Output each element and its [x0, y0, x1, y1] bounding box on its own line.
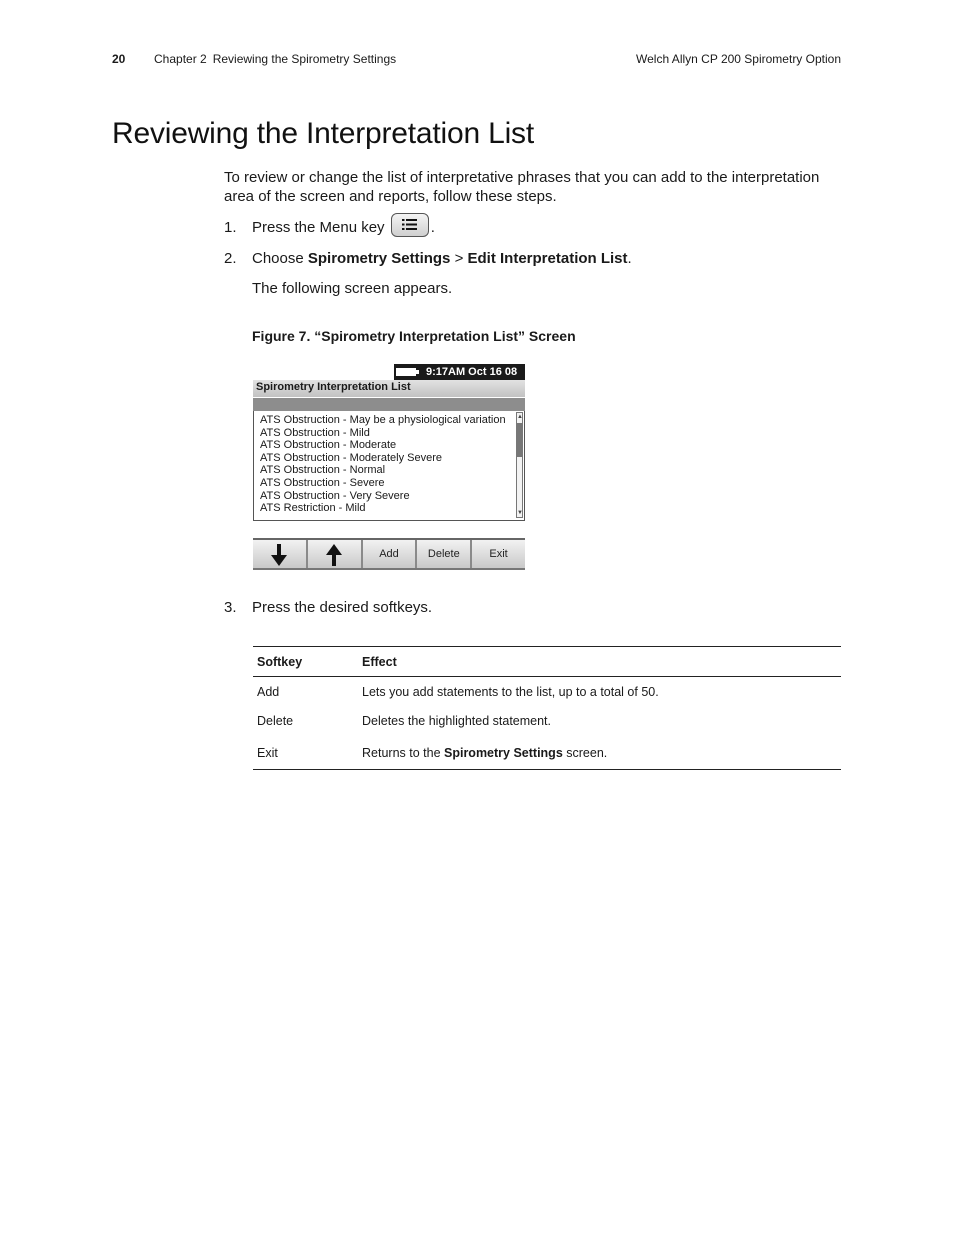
effect-text: screen.	[566, 745, 608, 760]
menu-path-edit-interpretation-list: Edit Interpretation List	[467, 250, 628, 267]
step-number: 1.	[224, 219, 237, 236]
scrollbar[interactable]	[516, 412, 523, 518]
table-row	[253, 677, 841, 707]
delete-softkey[interactable]: Delete	[417, 540, 472, 568]
step-text: Press the Menu key	[252, 219, 385, 236]
menu-key-icon	[391, 213, 429, 237]
add-softkey[interactable]: Add	[363, 540, 418, 568]
battery-icon	[396, 368, 416, 376]
step-1	[224, 218, 435, 237]
effect-bold-text: Spirometry Settings	[444, 745, 563, 760]
page-header	[0, 52, 954, 70]
following-screen-note: The following screen appears.	[252, 280, 453, 297]
status-bar	[394, 364, 525, 380]
chapter-label: Chapter 2	[154, 52, 207, 66]
effect-cell	[358, 736, 841, 770]
intro-paragraph: To review or change the list of interpretative phrases that you can add to the interpretation area of the screen and reports, follow these steps.	[224, 169, 820, 205]
arrow-down-icon	[270, 543, 288, 567]
scroll-thumb[interactable]	[517, 423, 522, 457]
step-text: Choose	[252, 250, 304, 267]
up-softkey[interactable]	[308, 540, 363, 568]
column-header-effect: Effect	[358, 647, 841, 677]
step-number: 2.	[224, 250, 237, 267]
list-item[interactable]: ATS Restriction - Mild	[260, 502, 366, 515]
table-header-row	[253, 647, 841, 677]
step-2	[224, 249, 632, 268]
down-softkey[interactable]	[253, 540, 308, 568]
list-item[interactable]: ATS Obstruction - Normal	[260, 464, 386, 477]
arrow-up-icon	[325, 543, 343, 567]
softkey-bar	[253, 538, 525, 570]
exit-softkey[interactable]: Exit	[472, 540, 525, 568]
status-time: 9:17AM Oct 16 08	[426, 366, 518, 378]
page-title: Reviewing the Interpretation List	[112, 117, 534, 150]
table-row	[253, 736, 841, 770]
selection-bar	[253, 398, 525, 411]
effect-cell: Lets you add statements to the list, up to a total of 50.	[362, 684, 659, 699]
step-punct: .	[627, 250, 632, 267]
list-item[interactable]: ATS Obstruction - Moderate	[260, 439, 397, 452]
list-item[interactable]: ATS Obstruction - Moderately Severe	[260, 451, 442, 464]
list-item[interactable]: ATS Obstruction - Mild	[260, 426, 370, 439]
effect-text: Returns to the	[362, 745, 441, 760]
book-title: Welch Allyn CP 200 Spirometry Option	[636, 52, 841, 66]
step-3	[224, 598, 432, 617]
screen-title: Spirometry Interpretation List	[253, 380, 525, 397]
scroll-down-arrow-icon[interactable]: ▼	[517, 510, 523, 516]
chapter-reference	[154, 52, 402, 66]
page-number: 20	[112, 52, 126, 66]
menu-path-separator: >	[454, 250, 464, 267]
effect-cell: Deletes the highlighted statement.	[362, 714, 552, 729]
scroll-up-arrow-icon[interactable]: ▲	[517, 414, 523, 420]
interpretation-list[interactable]	[253, 411, 525, 521]
step-number: 3.	[224, 599, 237, 616]
step-text: Press the desired softkeys.	[252, 599, 433, 616]
list-item[interactable]: ATS Obstruction - May be a physiological variation	[260, 414, 506, 426]
list-item[interactable]: ATS Obstruction - Severe	[260, 476, 385, 489]
softkey-cell: Delete	[257, 714, 294, 729]
table-row	[253, 707, 841, 737]
chapter-title: Reviewing the Spirometry Settings	[212, 52, 397, 66]
list-item[interactable]: ATS Obstruction - Very Severe	[260, 489, 410, 502]
column-header-softkey: Softkey	[253, 647, 358, 677]
softkey-cell: Add	[257, 684, 280, 699]
device-screen	[253, 364, 525, 570]
figure-caption: Figure 7. “Spirometry Interpretation List” Screen	[252, 328, 576, 344]
step-punct: .	[430, 219, 435, 236]
menu-path-spirometry-settings: Spirometry Settings	[307, 250, 451, 267]
softkey-cell: Exit	[253, 736, 358, 770]
softkey-table	[253, 646, 841, 770]
